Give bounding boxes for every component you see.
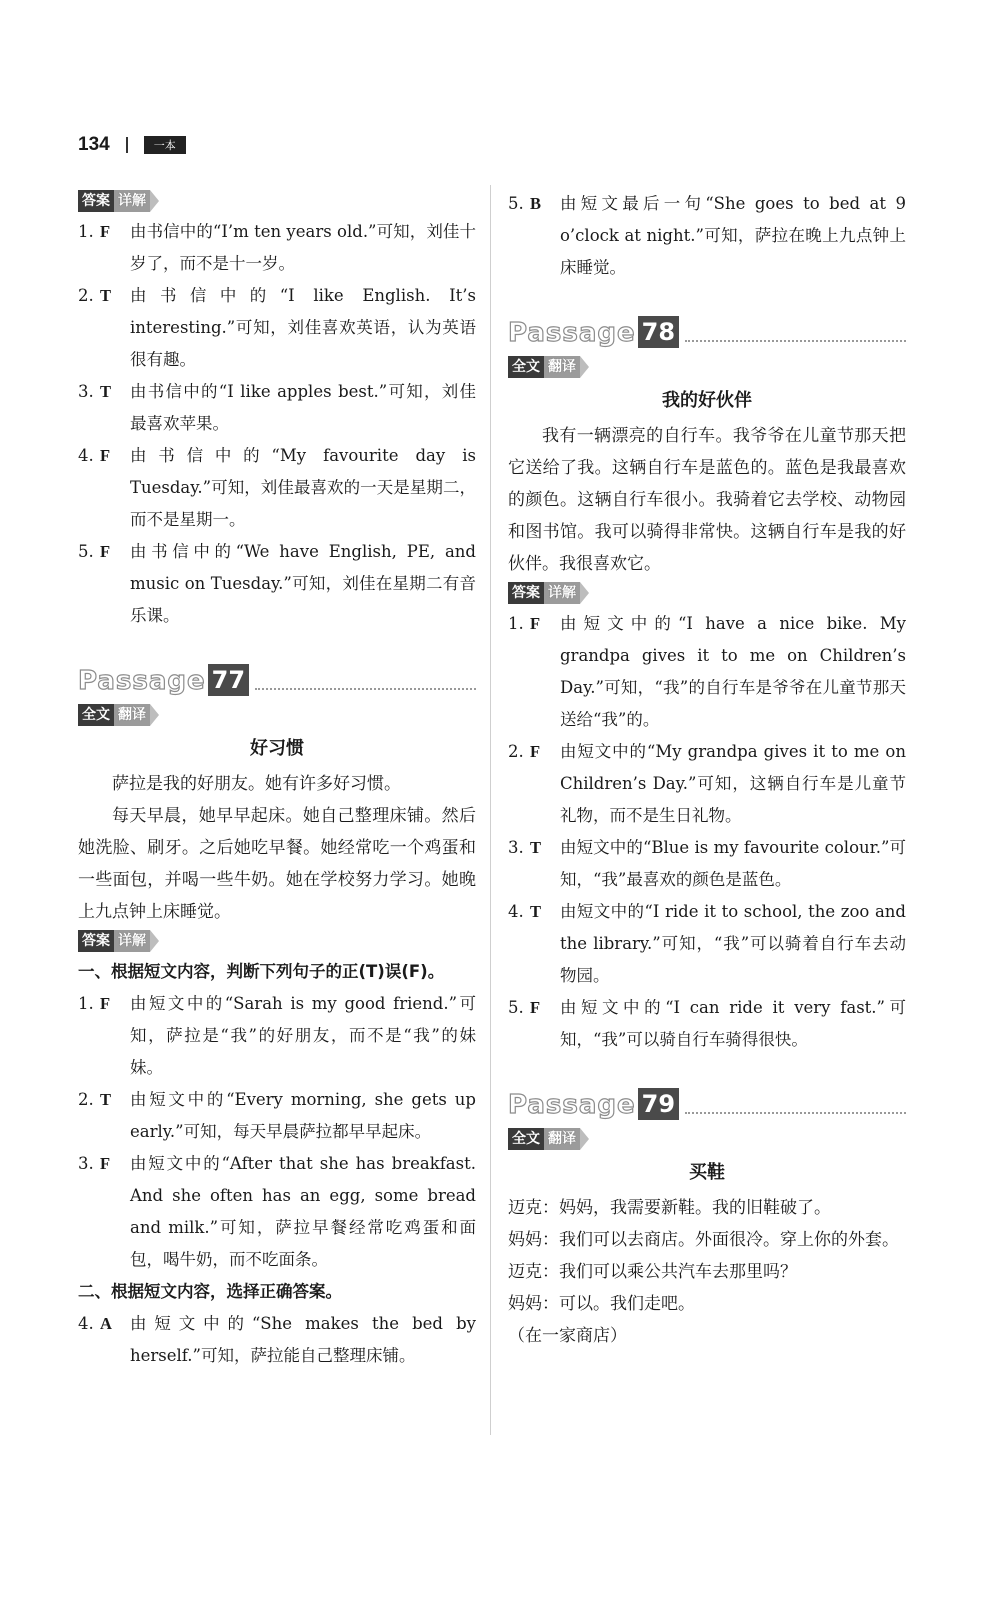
item-explanation: 由短文中的“I can ride it very fast.”可知，“我”可以骑自行车骑得很快。 (560, 998, 906, 1049)
answer-item (508, 832, 906, 896)
answers-passage-78 (508, 608, 906, 1056)
brand-label: 一本 (144, 136, 186, 154)
item-number: 2. (508, 742, 524, 761)
answers-passage-76 (78, 216, 476, 632)
item-number: 3. (508, 838, 524, 857)
item-number: 1. (508, 614, 524, 633)
answers-passage-77-cont (508, 188, 906, 284)
passage-heading-78: Passage 78 (508, 308, 906, 348)
item-answer: F (530, 614, 541, 633)
answer-item (78, 376, 476, 440)
item-explanation: 由短文中的“Sarah is my good friend.”可知，萨拉是“我”的好朋友，而不是“我”的妹妹。 (130, 994, 476, 1077)
item-answer: T (100, 382, 112, 401)
item-number: 4. (78, 446, 94, 465)
item-number: 5. (78, 542, 94, 561)
item-explanation: 由书信中的“We have English, PE, and music on Tuesday.”可知，刘佳在星期二有音乐课。 (130, 542, 476, 625)
dialog-line (508, 1224, 906, 1256)
item-number: 2. (78, 1090, 94, 1109)
paragraph: 萨拉是我的好朋友。她有许多好习惯。 (112, 774, 401, 794)
answer-item (78, 1148, 476, 1276)
answers-passage-77-part2 (78, 1308, 476, 1372)
item-explanation: 由短文中的“Blue is my favourite colour.”可知，“我”最喜欢的颜色是蓝色。 (560, 838, 906, 889)
item-number: 3. (78, 1154, 94, 1173)
answer-item (508, 896, 906, 992)
speaker: 妈妈： (508, 1230, 559, 1250)
item-answer: A (100, 1314, 112, 1333)
dialog-text: 可以。我们走吧。 (559, 1294, 695, 1314)
item-explanation: 由短文最后一句“She goes to bed at 9 o’clock at night.”可知，萨拉在晚上九点钟上床睡觉。 (560, 194, 906, 277)
item-explanation: 由书信中的“My favourite day is Tuesday.”可知，刘佳最喜欢的一天是星期二，而不是星期一。 (130, 446, 476, 529)
answer-item (78, 536, 476, 632)
speaker: 迈克： (508, 1198, 559, 1218)
dialog-text: 妈妈，我需要新鞋。我的旧鞋破了。 (559, 1198, 831, 1218)
item-explanation: 由短文中的“Every morning, she gets up early.”可知，每天早晨萨拉都早早起床。 (130, 1090, 476, 1141)
item-number: 2. (78, 286, 94, 305)
item-explanation: 由书信中的“I like English. It’s interesting.”可知，刘佳喜欢英语，认为英语很有趣。 (130, 286, 476, 369)
passage-title-77: 好习惯 (250, 738, 304, 759)
answer-item (508, 188, 906, 284)
dialog-line (508, 1256, 906, 1288)
item-answer: F (100, 222, 111, 241)
item-answer: F (100, 446, 111, 465)
answer-item (78, 216, 476, 280)
passage-title-78: 我的好伙伴 (662, 390, 752, 411)
passage-heading-77: Passage 77 (78, 656, 476, 696)
section-heading: 二、根据短文内容，选择正确答案。 (78, 1282, 342, 1301)
dialog-text: 我们可以乘公共汽车去那里吗？ (559, 1262, 797, 1282)
item-explanation: 由短文中的“After that she has breakfast. And she often has an egg, some bread and milk.”可知，萨拉早餐经常吃鸡蛋和面包，喝牛奶，而不吃面条。 (130, 1154, 476, 1269)
answer-item (508, 736, 906, 832)
dialog-line (508, 1192, 906, 1224)
item-answer: F (530, 742, 541, 761)
answer-tag: 答案 详解 (508, 582, 589, 604)
speaker: 迈克： (508, 1262, 559, 1282)
answer-item (78, 1084, 476, 1148)
dialog-text: 我们可以去商店。外面很冷。穿上你的外套。 (559, 1230, 899, 1250)
answer-tag: 答案 详解 (78, 190, 159, 212)
item-number: 1. (78, 222, 94, 241)
item-answer: T (100, 1090, 112, 1109)
answer-item (78, 440, 476, 536)
item-number: 3. (78, 382, 94, 401)
item-answer: F (100, 1154, 111, 1173)
translation-tag: 全文 翻译 (508, 1128, 589, 1150)
item-number: 1. (78, 994, 94, 1013)
scene-note: （在一家商店） (508, 1326, 627, 1346)
passage-heading-79: Passage 79 (508, 1080, 906, 1120)
answers-passage-77-part1 (78, 988, 476, 1276)
paragraph: 我有一辆漂亮的自行车。我爷爷在儿童节那天把它送给了我。这辆自行车是蓝色的。蓝色是我最喜欢的颜色。这辆自行车很小。我骑着它去学校、动物园和图书馆。我可以骑得非常快。这辆自行车是我的好伙伴。我很喜欢它。 (508, 426, 906, 574)
page-number: 134 (78, 134, 110, 155)
item-explanation: 由短文中的“I ride it to school, the zoo and the library.”可知，“我”可以骑着自行车去动物园。 (560, 902, 906, 985)
right-column (508, 188, 906, 1352)
item-answer: T (100, 286, 112, 305)
header-separator (126, 137, 128, 153)
item-answer: F (100, 542, 111, 561)
page-header (78, 134, 186, 156)
item-number: 4. (78, 1314, 94, 1333)
answer-item (78, 988, 476, 1084)
paragraph: 每天早晨，她早早起床。她自己整理床铺。然后她洗脸、刷牙。之后她吃早餐。她经常吃一个鸡蛋和一些面包，并喝一些牛奶。她在学校努力学习。她晚上九点钟上床睡觉。 (78, 806, 476, 922)
item-answer: T (530, 838, 542, 857)
item-answer: F (530, 998, 541, 1017)
answer-item (508, 992, 906, 1056)
item-answer: F (100, 994, 111, 1013)
translation-tag: 全文 翻译 (78, 704, 159, 726)
item-explanation: 由书信中的“I like apples best.”可知，刘佳最喜欢苹果。 (130, 382, 476, 433)
item-answer: B (530, 194, 542, 213)
answer-tag: 答案 详解 (78, 930, 159, 952)
section-heading: 一、根据短文内容，判断下列句子的正(T)误(F)。 (78, 962, 445, 981)
answer-item (508, 608, 906, 736)
answer-item (78, 280, 476, 376)
item-explanation: 由书信中的“I’m ten years old.”可知，刘佳十岁了，而不是十一岁。 (130, 222, 476, 273)
speaker: 妈妈： (508, 1294, 559, 1314)
item-number: 5. (508, 998, 524, 1017)
answer-item (78, 1308, 476, 1372)
item-number: 5. (508, 194, 524, 213)
column-divider (490, 185, 491, 1435)
left-column (78, 188, 476, 1372)
item-explanation: 由短文中的“I have a nice bike. My grandpa gives it to me on Children’s Day.”可知，“我”的自行车是爷爷在儿童节那天送给“我”的。 (560, 614, 906, 729)
item-number: 4. (508, 902, 524, 921)
item-explanation: 由短文中的“My grandpa gives it to me on Children’s Day.”可知，这辆自行车是儿童节礼物，而不是生日礼物。 (560, 742, 906, 825)
passage-title-79: 买鞋 (689, 1162, 725, 1183)
dialog-passage-79 (508, 1192, 906, 1320)
item-answer: T (530, 902, 542, 921)
dialog-line (508, 1288, 906, 1320)
translation-tag: 全文 翻译 (508, 356, 589, 378)
item-explanation: 由短文中的“She makes the bed by herself.”可知，萨拉能自己整理床铺。 (130, 1314, 476, 1365)
